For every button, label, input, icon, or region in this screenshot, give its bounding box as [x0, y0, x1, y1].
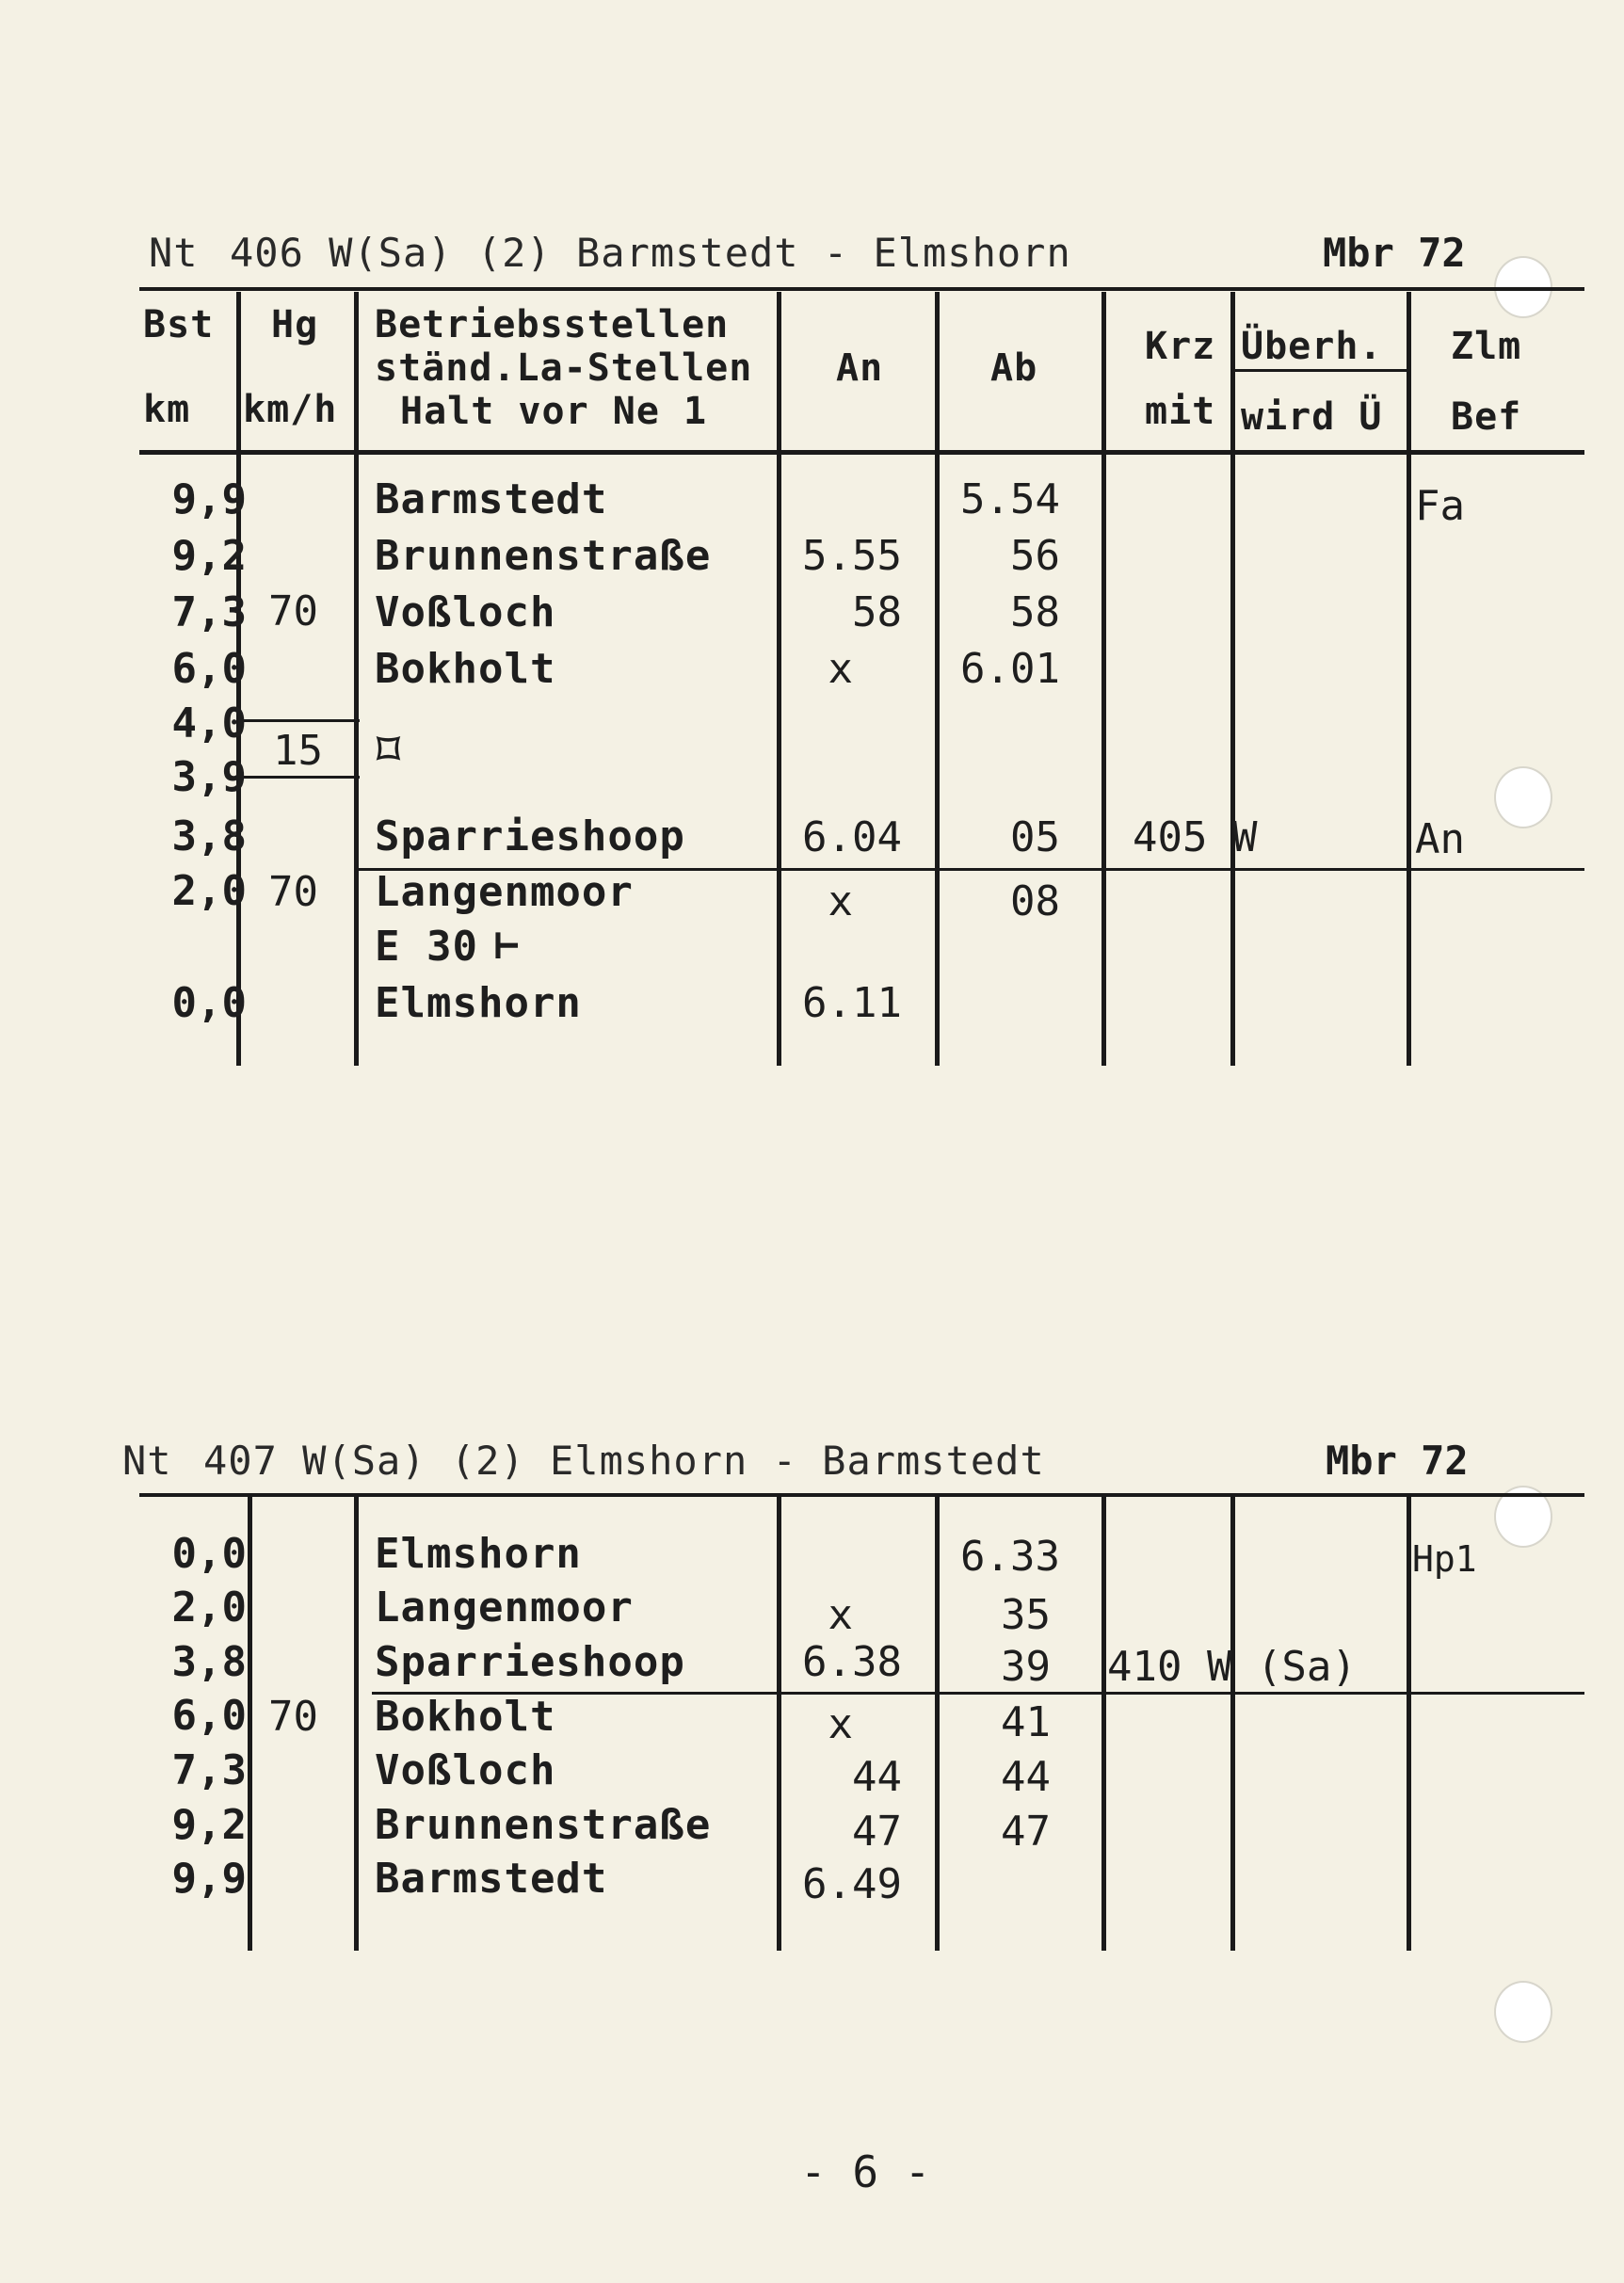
header-an: An — [836, 346, 884, 390]
departure-time: 56 — [1010, 532, 1060, 580]
zlm-note: An — [1415, 815, 1465, 863]
station-name: Langenmoor — [375, 868, 634, 916]
header-hg: Hg — [271, 303, 319, 346]
header-wird: wird Ü — [1241, 395, 1383, 439]
km-value: 9,9 — [171, 475, 247, 523]
km-value: 0,0 — [171, 979, 247, 1027]
km-value: 9,9 — [171, 1855, 247, 1903]
station-name: Sparrieshoop — [375, 812, 685, 860]
table1-col-line — [1230, 292, 1235, 1066]
signal-icon: ⌑ — [375, 724, 403, 777]
station-name: Bokholt — [375, 1693, 556, 1741]
station-name: Voßloch — [375, 588, 556, 636]
speed-value: 70 — [268, 868, 318, 916]
header-zlm: Zlm — [1451, 325, 1522, 368]
arrival-time: 6.49 — [802, 1860, 902, 1908]
speed-value: 70 — [268, 587, 318, 635]
header-krz: Krz — [1145, 325, 1216, 368]
station-name: Brunnenstraße — [375, 532, 712, 580]
station-name: Elmshorn — [375, 1530, 582, 1578]
header-halt: Halt vor Ne 1 — [400, 390, 708, 433]
departure-time: 41 — [1001, 1698, 1051, 1746]
table2-mbr: Mbr 72 — [1326, 1438, 1469, 1484]
table2-title: 407 W(Sa) (2) Elmshorn - Barmstedt — [203, 1438, 1045, 1484]
crossing-train: 410 W (Sa) — [1107, 1643, 1357, 1691]
km-value: 9,2 — [171, 1801, 247, 1849]
km-value: 7,3 — [171, 588, 247, 636]
departure-time: 05 — [1010, 813, 1060, 861]
header-uberh: Überh. — [1241, 325, 1383, 368]
table1-top-rule — [139, 287, 1584, 291]
station-name: Elmshorn — [375, 979, 582, 1027]
crossing-train: 405 W — [1133, 813, 1258, 861]
arrival-time: x — [828, 877, 853, 925]
uberh-split-rule — [1235, 369, 1407, 372]
km-value: 0,0 — [171, 1530, 247, 1578]
header-bef: Bef — [1451, 395, 1522, 439]
table2-col-line — [1230, 1497, 1235, 1951]
table1-col-line — [1407, 292, 1411, 1066]
table2-col-line — [354, 1497, 359, 1951]
departure-time: 44 — [1001, 1753, 1051, 1801]
km-value: 3,9 — [171, 753, 247, 801]
header-la-stellen: ständ.La-Stellen — [375, 346, 753, 390]
arrival-time: x — [828, 1591, 853, 1639]
km-value: 7,3 — [171, 1746, 247, 1794]
table1-col-line — [354, 292, 359, 1066]
header-betriebsstellen: Betriebsstellen — [375, 303, 730, 346]
arrival-time: x — [828, 645, 853, 693]
km-value: 2,0 — [171, 867, 247, 915]
arrival-time: 6.04 — [802, 813, 902, 861]
km-value: 2,0 — [171, 1584, 247, 1632]
km-value: 3,8 — [171, 1638, 247, 1686]
speed-value: 70 — [268, 1693, 318, 1741]
arrival-time: 5.55 — [802, 532, 902, 580]
departure-time: 5.54 — [960, 475, 1060, 523]
km-value: 9,2 — [171, 532, 247, 580]
punch-hole — [1494, 766, 1552, 828]
zlm-note: Hp1 — [1412, 1538, 1477, 1580]
table1-mbr: Mbr 72 — [1323, 230, 1466, 276]
arrival-time: x — [828, 1700, 853, 1748]
station-name: E 30 — [375, 923, 478, 971]
station-name: Sparrieshoop — [375, 1638, 685, 1686]
station-name: Langenmoor — [375, 1584, 634, 1632]
station-name: Voßloch — [375, 1746, 556, 1794]
station-name: Barmstedt — [375, 1855, 608, 1903]
arrival-time: 6.38 — [802, 1638, 902, 1686]
header-km: km — [143, 388, 191, 431]
hg-box-top — [242, 719, 360, 722]
speed-value: 15 — [273, 727, 323, 775]
header-kmh: km/h — [243, 388, 338, 431]
table1-title: 406 W(Sa) (2) Barmstedt - Elmshorn — [230, 230, 1071, 276]
station-name: Brunnenstraße — [375, 1801, 712, 1849]
zlm-note: Fa — [1415, 482, 1465, 530]
departure-time: 47 — [1001, 1808, 1051, 1856]
header-bst: Bst — [143, 303, 215, 346]
table2-col-line — [248, 1497, 252, 1951]
punch-hole — [1494, 1981, 1552, 2043]
departure-time: 08 — [1010, 877, 1060, 925]
arrival-time: 6.11 — [802, 979, 902, 1027]
departure-time: 58 — [1010, 588, 1060, 636]
table1-col-line — [1101, 292, 1106, 1066]
hg-box-bottom — [242, 776, 360, 779]
km-value: 6,0 — [171, 645, 247, 693]
table2-col-line — [1101, 1497, 1106, 1951]
km-value: 3,8 — [171, 812, 247, 860]
header-mit: mit — [1145, 390, 1216, 433]
table1-title-prefix: Nt — [149, 230, 199, 276]
departure-time: 6.33 — [960, 1533, 1060, 1581]
arrival-time: 47 — [852, 1808, 902, 1856]
table2-col-line — [1407, 1497, 1411, 1951]
header-ab: Ab — [990, 346, 1038, 390]
km-value: 6,0 — [171, 1692, 247, 1740]
departure-time: 39 — [1001, 1643, 1051, 1691]
km-value: 4,0 — [171, 699, 247, 748]
e30-mark-icon: ⊢ — [494, 921, 521, 969]
station-name: Barmstedt — [375, 475, 608, 523]
page-number: - 6 - — [800, 2146, 931, 2197]
table2-title-prefix: Nt — [122, 1438, 172, 1484]
departure-time: 35 — [1001, 1591, 1051, 1639]
arrival-time: 58 — [852, 588, 902, 636]
station-name: Bokholt — [375, 645, 556, 693]
departure-time: 6.01 — [960, 645, 1060, 693]
arrival-time: 44 — [852, 1753, 902, 1801]
